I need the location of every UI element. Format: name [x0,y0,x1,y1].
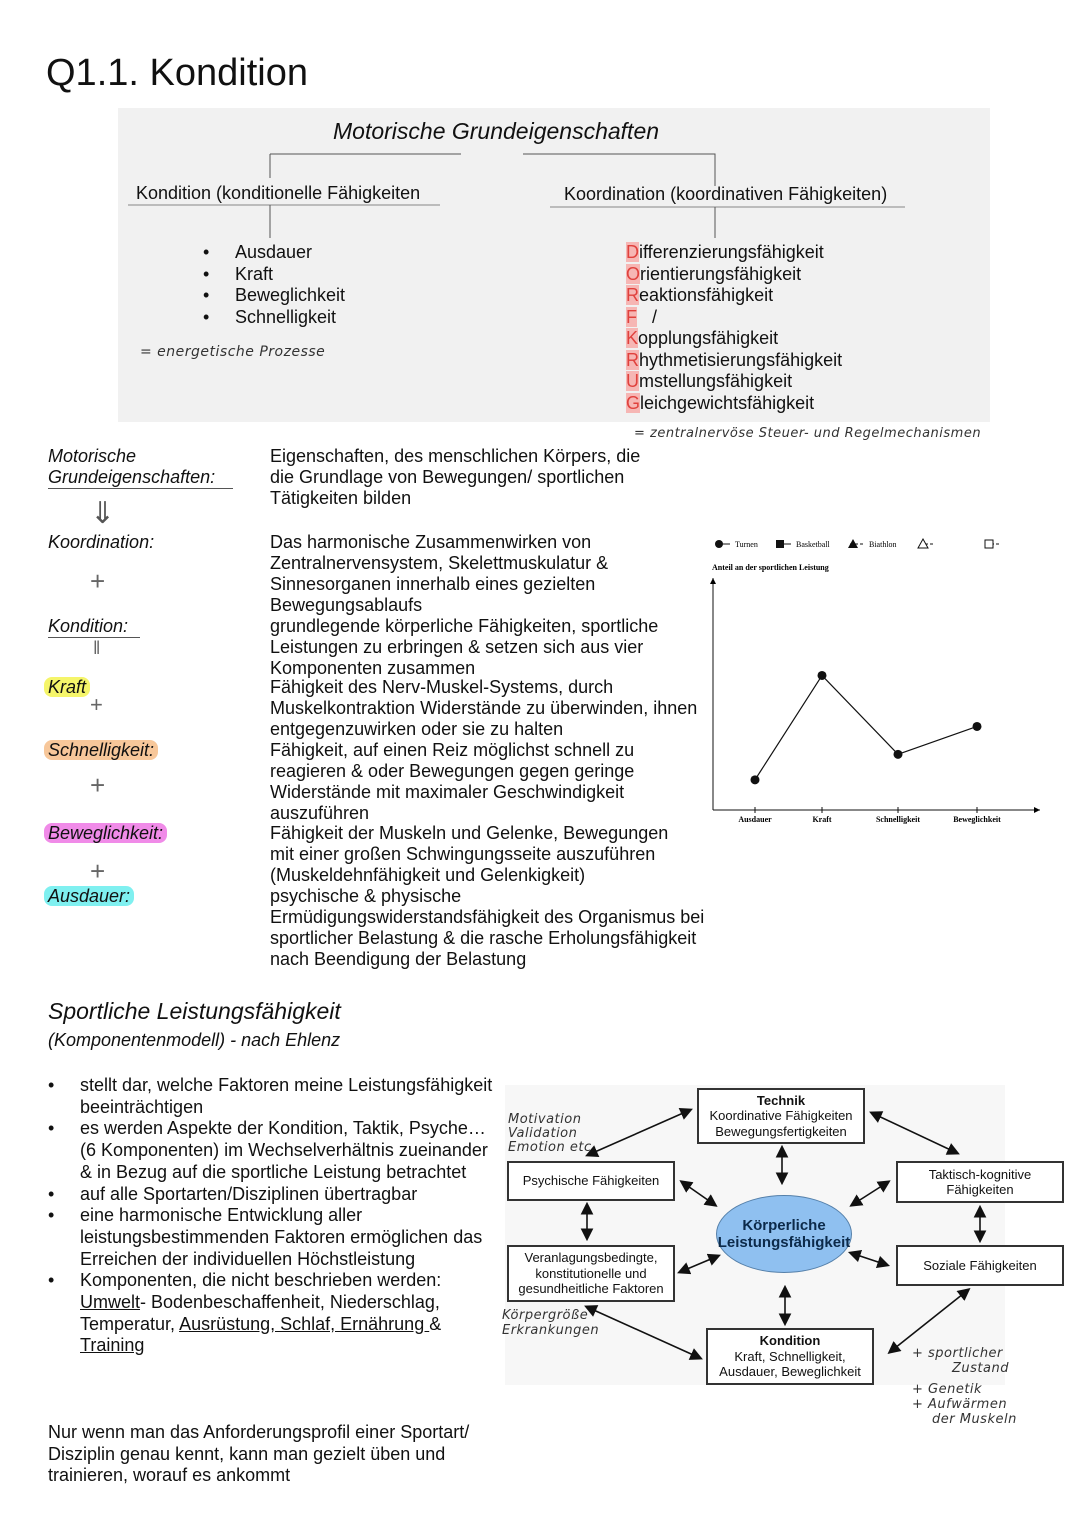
model-box-technik [697,1088,865,1144]
diagram-title: Motorische Grundeigenschaften [333,118,660,144]
x-tick-label: Beweglichkeit [953,815,1001,824]
model-box-veranlagung: Veranlagungsbedingte, konstitutionelle und gesundheitliche Faktoren [507,1245,675,1302]
model-box-sozial: Soziale Fähigkeiten [896,1245,1064,1286]
legend-marker-circle [715,540,723,548]
legend-label: Basketball [796,540,830,549]
text: & [429,1313,442,1334]
box-line: Kraft, Schnelligkeit, [734,1348,846,1364]
list-item: • eine harmonische Entwicklung aller leistungsbestimmenden Faktoren ermöglichen das Erreichen der individuellen Höchstleistung [48,1205,498,1270]
term-kondition: Kondition: [48,616,140,638]
initial-letter: K [626,328,639,348]
initial-letter: R [626,349,639,370]
y-axis-label: Anteil an der sportlichen Leistung [712,563,829,572]
box-line: Ausdauer, Beweglichkeit [719,1364,861,1380]
underlined: Ausrüstung, Schlaf, Ernährung [179,1313,430,1334]
list-item: • Schnelligkeit [203,307,345,329]
list-item [626,264,842,286]
section-subtitle: (Komponentenmodell) - nach Ehlenz [48,1030,341,1050]
handwritten-note [912,1346,1017,1427]
page-title: Q1.1. Kondition [46,52,308,94]
data-point [894,750,903,759]
plus-icon: + [90,770,106,800]
item-text: rientierungsfähigkeit [640,263,802,284]
handwritten-note [502,1308,599,1338]
item-text: ifferenzierungsfähigkeit [639,242,824,262]
diagram-connectors [118,108,990,238]
list-item: • Beweglichkeit [203,285,345,307]
kondition-heading: Kondition (konditionelle Fähigkeiten [136,183,421,203]
note-line: Motivation [508,1112,582,1127]
equals-icon: ‖ [93,638,101,658]
list-item [48,1270,498,1357]
x-axis-arrow [1034,807,1040,813]
model-box-taktisch: Taktisch-kognitive Fähigkeiten [896,1161,1064,1203]
box-line: Bewegungsfertigkeiten [715,1123,847,1139]
list-item [626,350,842,372]
list-item [626,242,842,264]
arrow-down-icon: ⇓ [90,497,116,530]
term-motorisch: Motorische Grundeigenschaften: [48,446,233,489]
section-title: Sportliche Leistungsfähigkeit [48,998,341,1024]
list-item: • es werden Aspekte der Kondition, Taktik, Psyche… (6 Komponenten) im Wechselverhältnis zueinander & in Bezug auf die sportliche Leistung betrachtet [48,1118,498,1183]
data-point [818,671,827,680]
list-item [626,328,842,350]
plus-icon: + [90,566,106,596]
list-item: • Ausdauer [203,242,345,264]
note-line: + Genetik [912,1382,983,1397]
box-title: Kondition [759,1333,821,1349]
legend-marker-square-open [985,540,993,548]
note-line: + sportlicher [912,1346,1003,1361]
term-koordination: Koordination: [48,532,155,552]
initial-letter: U [626,371,639,391]
item-text: hythmetisierungsfähigkeit [639,349,843,370]
initial-letter: D [626,242,639,262]
note-line: Körpergröße [502,1308,589,1323]
def-kraft: Fähigkeit des Nerv-Muskel-Systems, durch Muskelkontraktion Widerstände zu überwinden, ihnen entgegenzuwirken oder sie zu halten [270,677,698,739]
conclusion: Nur wenn man das Anforderungsprofil einer Sportart/ Disziplin genau kennt, kann man gezielt üben und trainieren, worauf es ankommt [48,1422,470,1485]
plus-icon: + [90,856,106,886]
y-axis-arrow [710,578,716,584]
note-line: der Muskeln [932,1412,1017,1427]
term-kraft: Kraft [44,677,90,697]
line-chart [700,530,1050,830]
legend-label: Biathlon [869,540,897,549]
plus-icon: + [90,692,103,717]
bullet-intro: Komponenten, die nicht beschrieben werden: [80,1270,442,1291]
term-beweglichkeit: Beweglichkeit: [44,823,167,843]
note-line: Validation [508,1126,578,1141]
legend-marker-square [776,540,784,548]
x-tick-label: Kraft [812,815,832,824]
def-kondition: grundlegende körperliche Fähigkeiten, sportliche Leistungen zu erbringen & setzen sich aus vier Komponenten zusammen [270,616,659,678]
list-item: • auf alle Sportarten/Disziplinen übertragbar [48,1184,498,1206]
handwritten-note: = energetische Prozesse [140,344,326,360]
list-item [626,285,842,307]
def-schnelligkeit: Fähigkeit, auf einen Reiz möglichst schnell zu reagieren & oder Bewegungen gegen geringe Widerstände mit maximaler Geschwindigkeit auszuführen [270,740,635,823]
term-ausdauer: Ausdauer: [44,886,134,906]
data-point [751,775,760,784]
koordination-list [626,242,842,414]
item-text: leichgewichtsfähigkeit [640,392,815,413]
list-item: • Kraft [203,264,345,286]
model-center: Körperliche Leistungsfähigkeit [716,1195,852,1273]
series-line [755,675,977,779]
initial-letter: F [626,306,637,327]
model-box-kondition [706,1328,874,1385]
initial-letter: R [626,285,639,305]
data-point [973,722,982,731]
def-ausdauer: psychische & physische Ermüdigungswiderstandsfähigkeit des Organismus bei sportlicher Belastung & die rasche Erholungsfähigkeit nach Beendigung der Belastung [270,886,705,969]
text: - Bodenbeschaffenheit, Niederschlag, Temperatur, [80,1292,440,1334]
def-koordination: Das harmonische Zusammenwirken von Zentralnervensystem, Skelettmuskulatur & Sinnesorganen innerhalb eines gezielten Bewegungsablaufs [270,532,609,615]
term-schnelligkeit: Schnelligkeit: [44,740,158,760]
note-line: Zustand [952,1361,1009,1376]
handwritten-note [508,1113,592,1155]
model-box-psychisch: Psychische Fähigkeiten [507,1161,675,1201]
x-tick-label: Ausdauer [738,815,772,824]
note-line: Emotion etc [508,1140,592,1155]
list-item: • stellt dar, welche Faktoren meine Leistungsfähigkeit beeinträchtigen [48,1075,498,1118]
koordination-heading: Koordination (koordinativen Fähigkeiten) [564,184,888,204]
item-text: mstellungsfähigkeit [639,371,793,391]
item-text: / [637,306,658,327]
list-item [626,371,842,393]
list-item [626,307,842,329]
initial-letter: G [626,392,641,413]
note-line: + Aufwärmen [912,1397,1008,1412]
legend-label: Turnen [735,540,758,549]
item-text: opplungsfähigkeit [638,328,779,348]
list-item [626,393,842,415]
note-line: Erkrankungen [502,1323,600,1338]
underlined: Training [80,1335,145,1356]
box-title: Technik [756,1092,806,1108]
x-tick-label: Schnelligkeit [875,815,921,824]
item-text: eaktionsfähigkeit [639,285,774,305]
initial-letter: O [626,263,641,284]
def-beweglichkeit: Fähigkeit der Muskeln und Gelenke, Bewegungen mit einer großen Schwingungsseite auszuführen (Muskeldehnfähigkeit und Gelenkigkeit) [270,823,669,885]
underlined: Umwelt [80,1292,141,1313]
bullet-list [48,1075,498,1357]
box-line: Koordinative Fähigkeiten [709,1108,853,1124]
def-motorisch: Eigenschaften, des menschlichen Körpers, die die Grundlage von Bewegungen/ sportlichen Tätigkeiten bilden [270,446,641,508]
kondition-list [203,242,345,328]
handwritten-note: = zentralnervöse Steuer- und Regelmechanismen [634,426,982,441]
